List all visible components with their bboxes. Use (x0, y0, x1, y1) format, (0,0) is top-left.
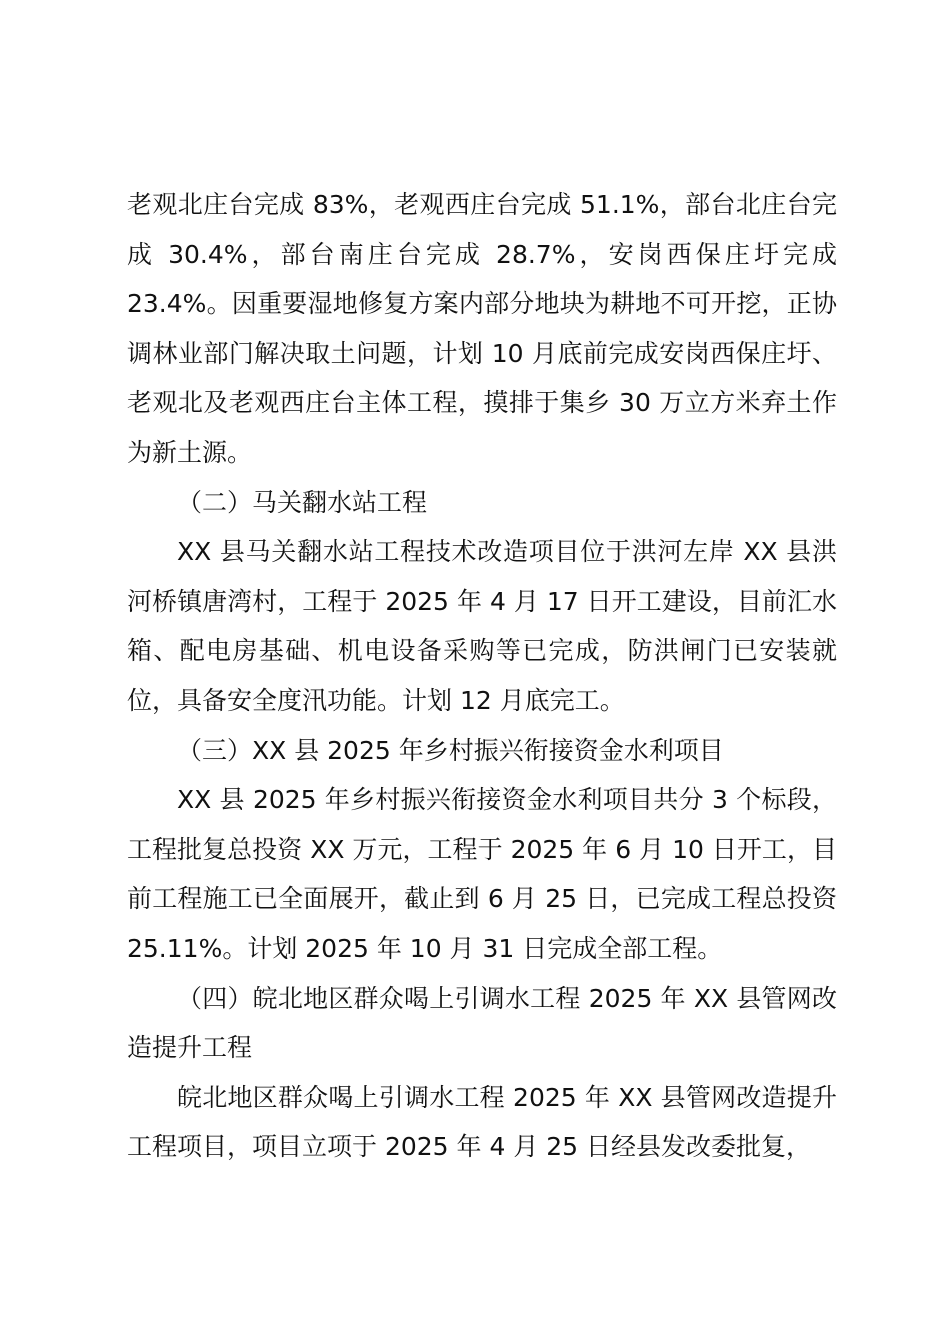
section-heading: （二）马关翻水站工程 (177, 487, 428, 517)
document-body (127, 180, 837, 1172)
section-heading: （四）皖北地区群众喝上引调水工程 2025 年 XX 县管网改造提升工程 (127, 983, 837, 1063)
paragraph-body: XX 县 2025 年乡村振兴衔接资金水利项目共分 3 个标段，工程批复总投资 XX 万元，工程于 2025 年 6 月 10 日开工，目前工程施工已全面展开，截止到 6 月 25 日，已完成工程总投资 25.11%。计划 2025 年 10 月 31 日完成全部工程。 (127, 785, 837, 963)
paragraph-body: 皖北地区群众喝上引调水工程 2025 年 XX 县管网改造提升工程项目，项目立项于 2025 年 4 月 25 日经县发改委批复， (127, 1082, 837, 1162)
paragraph-body: 老观北庄台完成 83%，老观西庄台完成 51.1%，部台北庄台完成 30.4%，部台南庄台完成 28.7%，安岗西保庄圩完成 23.4%。因重要湿地修复方案内部分地块为耕地不可开挖，正协调林业部门解决取土问题，计划 10 月底前完成安岗西保庄圩、老观北及老观西庄台主体工程，摸排于集乡 30 万立方米弃土作为新土源。 (127, 190, 837, 467)
section-heading: （三）XX 县 2025 年乡村振兴衔接资金水利项目 (177, 735, 724, 765)
paragraph-body: XX 县马关翻水站工程技术改造项目位于洪河左岸 XX 县洪河桥镇唐湾村，工程于 2025 年 4 月 17 日开工建设，目前汇水箱、配电房基础、机电设备采购等已完成，防洪闸门已安装就位，具备安全度汛功能。计划 12 月底完工。 (127, 537, 837, 715)
